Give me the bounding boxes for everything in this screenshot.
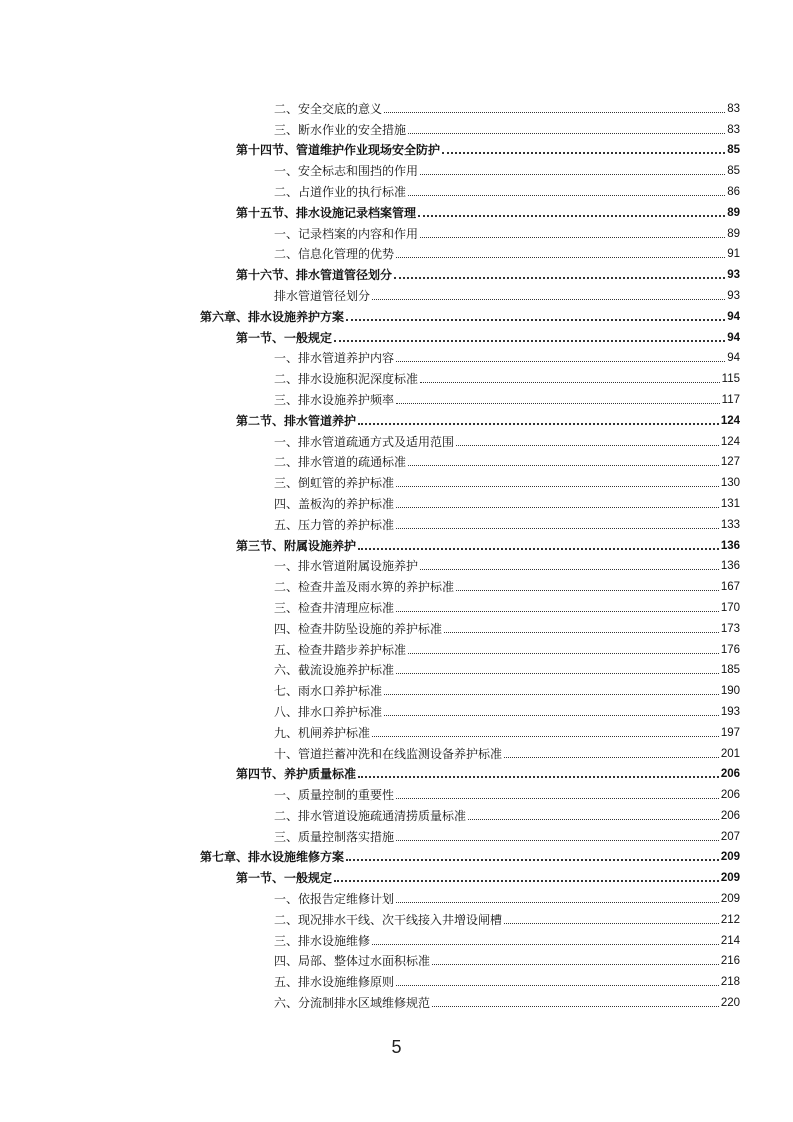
- toc-leader-dots: [408, 119, 725, 134]
- toc-entry-page: 136: [720, 560, 740, 573]
- table-of-contents: [0, 95, 793, 1010]
- toc-entry[interactable]: [0, 968, 740, 989]
- toc-entry-page: 91: [727, 248, 740, 261]
- toc-leader-dots: [456, 431, 719, 446]
- toc-entry-page: 220: [720, 997, 740, 1010]
- toc-entry-title: 二、检查井盖及雨水箅的养护标准: [274, 580, 455, 595]
- toc-entry-page: 133: [720, 518, 740, 531]
- toc-entry-page: 85: [727, 144, 740, 157]
- toc-entry-page: 85: [727, 165, 740, 178]
- toc-entry-page: 115: [721, 373, 740, 386]
- toc-entry[interactable]: [0, 345, 740, 366]
- toc-entry-page: 176: [720, 643, 740, 656]
- toc-entry-page: 124: [720, 435, 740, 448]
- toc-entry-page: 167: [720, 581, 740, 594]
- toc-entry[interactable]: [0, 573, 740, 594]
- toc-leader-dots: [384, 680, 719, 695]
- toc-leader-dots: [408, 451, 719, 466]
- toc-entry[interactable]: [0, 199, 740, 220]
- toc-entry-title: 十、管道拦蓄冲洗和在线监测设备养护标准: [274, 746, 503, 761]
- toc-entry[interactable]: [0, 844, 740, 865]
- toc-leader-dots: [396, 659, 719, 674]
- toc-leader-dots: [420, 160, 725, 175]
- toc-entry-title: 排水管道管径划分: [274, 288, 371, 303]
- toc-leader-dots: [432, 950, 719, 965]
- toc-entry-page: 124: [720, 414, 740, 427]
- toc-entry-title: 六、截流设施养护标准: [274, 663, 395, 678]
- toc-entry-title: 二、现况排水干线、次干线接入井增设闸槽: [274, 912, 503, 927]
- toc-entry[interactable]: [0, 615, 740, 636]
- toc-entry-page: 207: [720, 830, 740, 843]
- toc-leader-dots: [396, 826, 719, 841]
- toc-entry-page: 117: [721, 393, 740, 406]
- toc-leader-dots: [358, 409, 719, 425]
- toc-entry-title: 第六章、排水设施养护方案: [200, 309, 345, 324]
- page-number: 5: [391, 1037, 402, 1057]
- toc-entry-page: 206: [720, 789, 740, 802]
- toc-leader-dots: [346, 305, 725, 321]
- toc-leader-dots: [420, 223, 725, 238]
- toc-entry[interactable]: [0, 781, 740, 802]
- toc-entry-title: 二、排水管道的疏通标准: [274, 455, 407, 470]
- toc-entry-title: 二、信息化管理的优势: [274, 247, 395, 262]
- toc-entry[interactable]: [0, 261, 740, 282]
- toc-entry-page: 170: [720, 601, 740, 614]
- toc-entry-title: 三、质量控制落实措施: [274, 829, 395, 844]
- toc-entry[interactable]: [0, 719, 740, 740]
- toc-entry-page: 206: [720, 768, 740, 781]
- toc-entry-title: 五、检查井踏步养护标准: [274, 642, 407, 657]
- toc-entry-page: 83: [727, 102, 740, 115]
- toc-leader-dots: [358, 762, 719, 778]
- toc-entry-title: 七、雨水口养护标准: [274, 684, 383, 699]
- toc-leader-dots: [372, 722, 719, 737]
- toc-entry-page: 201: [720, 747, 740, 760]
- toc-entry-title: 第十六节、排水管道管径划分: [236, 268, 393, 283]
- toc-entry[interactable]: [0, 885, 740, 906]
- toc-entry-title: 第一节、一般规定: [236, 330, 333, 345]
- toc-entry[interactable]: [0, 95, 740, 116]
- toc-entry-title: 四、盖板沟的养护标准: [274, 496, 395, 511]
- toc-leader-dots: [396, 888, 719, 903]
- toc-entry[interactable]: [0, 407, 740, 428]
- toc-leader-dots: [396, 971, 719, 986]
- toc-entry[interactable]: [0, 927, 740, 948]
- toc-entry[interactable]: [0, 178, 740, 199]
- toc-leader-dots: [420, 555, 719, 570]
- toc-entry-title: 二、排水设施积泥深度标准: [274, 372, 419, 387]
- toc-entry[interactable]: [0, 636, 740, 657]
- toc-entry[interactable]: [0, 657, 740, 678]
- toc-entry-page: 130: [720, 477, 740, 490]
- toc-entry-title: 一、质量控制的重要性: [274, 788, 395, 803]
- toc-entry-page: 136: [720, 539, 740, 552]
- toc-entry[interactable]: [0, 677, 740, 698]
- toc-entry-page: 83: [727, 123, 740, 136]
- toc-entry-title: 六、分流制排水区域维修规范: [274, 996, 431, 1011]
- toc-entry-title: 五、排水设施维修原则: [274, 975, 395, 990]
- toc-entry[interactable]: [0, 386, 740, 407]
- toc-leader-dots: [372, 930, 719, 945]
- toc-entry[interactable]: [0, 157, 740, 178]
- toc-leader-dots: [396, 472, 719, 487]
- toc-entry-title: 三、排水设施维修: [274, 933, 371, 948]
- toc-leader-dots: [504, 909, 719, 924]
- toc-entry[interactable]: [0, 116, 740, 137]
- toc-entry-title: 第十五节、排水设施记录档案管理: [236, 205, 417, 220]
- toc-entry-page: 89: [727, 206, 740, 219]
- toc-entry[interactable]: [0, 282, 740, 303]
- toc-entry-page: 218: [720, 976, 740, 989]
- toc-leader-dots: [396, 243, 725, 258]
- toc-entry-page: 214: [720, 934, 740, 947]
- toc-entry-title: 三、排水设施养护频率: [274, 392, 395, 407]
- toc-entry-title: 三、检查井清理应标准: [274, 600, 395, 615]
- toc-leader-dots: [468, 805, 719, 820]
- toc-entry-title: 第七章、排水设施维修方案: [200, 850, 345, 865]
- toc-leader-dots: [334, 866, 719, 882]
- toc-entry-page: 190: [720, 685, 740, 698]
- toc-entry-title: 一、安全标志和围挡的作用: [274, 164, 419, 179]
- toc-leader-dots: [396, 389, 720, 404]
- toc-entry[interactable]: [0, 469, 740, 490]
- toc-leader-dots: [444, 618, 719, 633]
- toc-entry-page: 94: [727, 352, 740, 365]
- toc-leader-dots: [396, 493, 719, 508]
- toc-entry-title: 一、记录档案的内容和作用: [274, 226, 419, 241]
- toc-leader-dots: [456, 576, 719, 591]
- toc-entry[interactable]: [0, 449, 740, 470]
- toc-entry[interactable]: [0, 324, 740, 345]
- toc-entry-page: 89: [727, 227, 740, 240]
- toc-leader-dots: [346, 845, 719, 861]
- toc-entry[interactable]: [0, 241, 740, 262]
- toc-entry-title: 第四节、养护质量标准: [236, 767, 357, 782]
- toc-entry[interactable]: [0, 802, 740, 823]
- toc-entry-page: 94: [727, 331, 740, 344]
- toc-entry-title: 八、排水口养护标准: [274, 704, 383, 719]
- toc-leader-dots: [372, 285, 725, 300]
- toc-entry-page: 212: [720, 913, 740, 926]
- toc-entry[interactable]: [0, 532, 740, 553]
- toc-leader-dots: [358, 534, 719, 550]
- toc-entry-page: 93: [727, 269, 740, 282]
- toc-entry[interactable]: [0, 220, 740, 241]
- toc-entry-title: 一、排水管道附属设施养护: [274, 559, 419, 574]
- toc-entry-page: 216: [720, 955, 740, 968]
- toc-entry-page: 209: [720, 893, 740, 906]
- toc-entry-title: 四、检查井防坠设施的养护标准: [274, 621, 443, 636]
- toc-leader-dots: [408, 181, 725, 196]
- toc-entry-title: 九、机闸养护标准: [274, 725, 371, 740]
- toc-entry-title: 一、排水管道养护内容: [274, 351, 395, 366]
- toc-entry[interactable]: [0, 823, 740, 844]
- toc-leader-dots: [384, 98, 725, 113]
- toc-leader-dots: [396, 784, 719, 799]
- toc-leader-dots: [396, 597, 719, 612]
- toc-entry[interactable]: [0, 511, 740, 532]
- toc-entry-page: 209: [720, 851, 740, 864]
- toc-entry-title: 第十四节、管道维护作业现场安全防护: [236, 143, 441, 158]
- toc-leader-dots: [504, 743, 719, 758]
- toc-leader-dots: [334, 326, 725, 342]
- toc-entry-page: 206: [720, 809, 740, 822]
- toc-entry[interactable]: [0, 365, 740, 386]
- toc-entry-title: 二、排水管道设施疏通清捞质量标准: [274, 808, 467, 823]
- toc-entry-title: 一、依报告定维修计划: [274, 892, 395, 907]
- toc-entry-page: 193: [720, 705, 740, 718]
- toc-entry-page: 173: [720, 622, 740, 635]
- toc-entry-title: 二、占道作业的执行标准: [274, 184, 407, 199]
- toc-entry-page: 209: [720, 872, 740, 885]
- toc-entry[interactable]: [0, 594, 740, 615]
- toc-entry-title: 第二节、排水管道养护: [236, 413, 357, 428]
- toc-leader-dots: [384, 701, 719, 716]
- toc-leader-dots: [442, 138, 725, 154]
- toc-entry-page: 197: [720, 726, 740, 739]
- toc-entry[interactable]: [0, 303, 740, 324]
- toc-entry[interactable]: [0, 864, 740, 885]
- toc-entry[interactable]: [0, 948, 740, 969]
- toc-entry-title: 一、排水管道疏通方式及适用范围: [274, 434, 455, 449]
- toc-entry-page: 131: [720, 497, 740, 510]
- toc-leader-dots: [420, 368, 720, 383]
- toc-leader-dots: [408, 639, 719, 654]
- toc-entry[interactable]: [0, 761, 740, 782]
- toc-leader-dots: [432, 992, 719, 1007]
- toc-entry[interactable]: [0, 553, 740, 574]
- toc-entry[interactable]: [0, 428, 740, 449]
- toc-entry-title: 二、安全交底的意义: [274, 101, 383, 116]
- toc-entry[interactable]: [0, 740, 740, 761]
- toc-entry-title: 三、断水作业的安全措施: [274, 122, 407, 137]
- toc-entry-page: 93: [727, 289, 740, 302]
- toc-entry-page: 86: [727, 185, 740, 198]
- toc-entry-page: 94: [727, 310, 740, 323]
- toc-leader-dots: [394, 263, 725, 279]
- toc-leader-dots: [396, 514, 719, 529]
- toc-entry[interactable]: [0, 698, 740, 719]
- toc-entry[interactable]: [0, 490, 740, 511]
- toc-entry-title: 第三节、附属设施养护: [236, 538, 357, 553]
- toc-entry-title: 三、倒虹管的养护标准: [274, 476, 395, 491]
- toc-entry[interactable]: [0, 989, 740, 1010]
- toc-entry-page: 185: [720, 664, 740, 677]
- toc-entry-title: 第一节、一般规定: [236, 871, 333, 886]
- toc-entry[interactable]: [0, 137, 740, 158]
- toc-leader-dots: [418, 201, 725, 217]
- toc-leader-dots: [396, 347, 725, 362]
- toc-entry-title: 五、压力管的养护标准: [274, 517, 395, 532]
- toc-entry[interactable]: [0, 906, 740, 927]
- toc-entry-page: 127: [720, 456, 740, 469]
- toc-entry-title: 四、局部、整体过水面积标准: [274, 954, 431, 969]
